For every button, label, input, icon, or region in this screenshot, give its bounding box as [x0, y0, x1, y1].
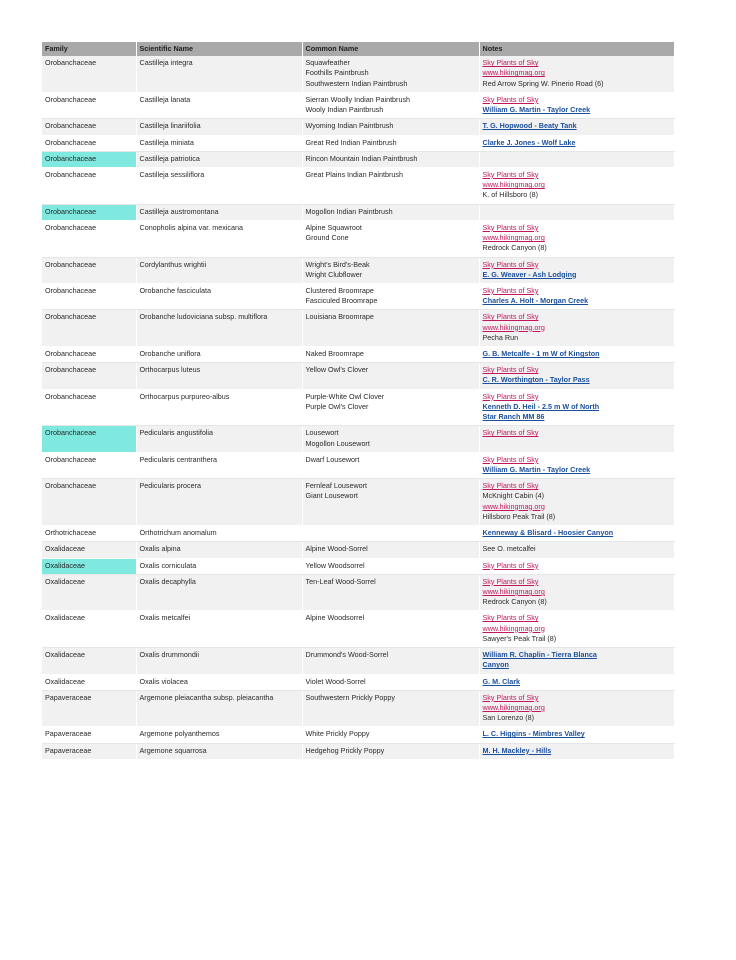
scientific-name-cell: Argemone squarrosa: [136, 743, 302, 759]
family-cell: Orthotrichaceae: [42, 526, 136, 542]
common-name: Clustered Broomrape: [305, 285, 374, 295]
table-row: [42, 363, 674, 389]
note-link[interactable]: Charles A. Holt - Morgan Creek: [482, 296, 589, 306]
family-cell: Orobanchaceae: [42, 257, 136, 283]
note-text: Hillsboro Peak Trail (8): [482, 511, 556, 521]
scientific-name-cell: Argemone polyanthemos: [136, 727, 302, 743]
common-name-cell: [302, 347, 479, 363]
common-name-cell: [302, 310, 479, 347]
note-link[interactable]: Sky Plants of Sky: [482, 365, 539, 375]
note-link[interactable]: Kenneway & Blisard - Hoosier Canyon: [482, 528, 614, 538]
family-cell: Oxalidaceae: [42, 574, 136, 611]
table-row: [42, 727, 674, 743]
scientific-name-cell: Orthocarpus luteus: [136, 363, 302, 389]
table-row: [42, 479, 674, 526]
notes-cell: [479, 611, 674, 648]
notes-cell: [479, 92, 674, 118]
note-link[interactable]: Star Ranch MM 86: [482, 412, 545, 422]
note-link[interactable]: Sky Plants of Sky: [482, 312, 539, 322]
note-link[interactable]: Kenneth D. Heil - 2.5 m W of North: [482, 401, 600, 411]
note-text: K. of Hillsboro (8): [482, 190, 539, 200]
note-link[interactable]: Sky Plants of Sky: [482, 576, 539, 586]
note-text: Redrock Canyon (8): [482, 597, 547, 607]
common-name: Louisiana Broomrape: [305, 312, 374, 322]
common-name: Ten-Leaf Wood-Sorrel: [305, 576, 376, 586]
note-text: McKnight Cabin (4): [482, 491, 545, 501]
family-cell: Orobanchaceae: [42, 283, 136, 309]
table-body: [42, 56, 674, 759]
table-row: [42, 389, 674, 426]
common-name-cell: [302, 452, 479, 478]
note-link[interactable]: Sky Plants of Sky: [482, 613, 539, 623]
common-name: Purple-White Owl Clover: [305, 391, 385, 401]
note-link[interactable]: William R. Chaplin - Tierra Blanca: [482, 650, 597, 660]
common-name-cell: [302, 558, 479, 574]
notes-cell: [479, 526, 674, 542]
scientific-name-cell: Pedicularis centranthera: [136, 452, 302, 478]
note-text: Sawyer's Peak Trail (8): [482, 633, 557, 643]
notes-cell: [479, 648, 674, 674]
note-link[interactable]: Sky Plants of Sky: [482, 391, 539, 401]
common-name-cell: [302, 690, 479, 727]
common-name: Sierran Woolly Indian Paintbrush: [305, 94, 411, 104]
notes-cell: [479, 426, 674, 452]
notes-cell: [479, 151, 674, 167]
note-link[interactable]: www.hikingmag.org: [482, 233, 545, 243]
notes-cell: [479, 674, 674, 690]
note-link[interactable]: Sky Plants of Sky: [482, 169, 539, 179]
common-name: Wooly Indian Paintbrush: [305, 105, 384, 115]
table-row: [42, 574, 674, 611]
table-row: [42, 220, 674, 257]
scientific-name-cell: Oxalis metcalfei: [136, 611, 302, 648]
family-cell: Orobanchaceae: [42, 135, 136, 151]
note-link[interactable]: www.hikingmag.org: [482, 322, 545, 332]
notes-cell: [479, 743, 674, 759]
note-link[interactable]: www.hikingmag.org: [482, 586, 545, 596]
common-name: Wright Clubflower: [305, 269, 363, 279]
common-name-cell: [302, 743, 479, 759]
notes-cell: [479, 727, 674, 743]
common-name: Yellow Woodsorrel: [305, 560, 365, 570]
common-name: Mogollon Lousewort: [305, 438, 370, 448]
notes-cell: [479, 574, 674, 611]
table-row: [42, 558, 674, 574]
notes-cell: [479, 542, 674, 558]
header-common-name: Common Name: [302, 42, 479, 56]
notes-cell: [479, 135, 674, 151]
table-row: [42, 119, 674, 135]
note-link[interactable]: T. G. Hopwood - Beaty Tank: [482, 121, 577, 131]
common-name: Great Red Indian Paintbrush: [305, 137, 397, 147]
scientific-name-cell: Conopholis alpina var. mexicana: [136, 220, 302, 257]
table-row: [42, 283, 674, 309]
family-cell: Orobanchaceae: [42, 119, 136, 135]
common-name-cell: [302, 151, 479, 167]
common-name: Southwestern Indian Paintbrush: [305, 78, 408, 88]
note-link[interactable]: Sky Plants of Sky: [482, 285, 539, 295]
note-link[interactable]: L. C. Higgins - Mimbres Valley: [482, 729, 585, 739]
notes-cell: [479, 257, 674, 283]
family-cell: Oxalidaceae: [42, 674, 136, 690]
table-row: [42, 611, 674, 648]
note-text: San Lorenzo (8): [482, 713, 535, 723]
table-row: [42, 135, 674, 151]
common-name: Wyoming Indian Paintbrush: [305, 121, 394, 131]
scientific-name-cell: Castilleja linariifolia: [136, 119, 302, 135]
note-link[interactable]: E. G. Weaver - Ash Lodging: [482, 269, 577, 279]
table-row: [42, 56, 674, 92]
family-cell: Papaveraceae: [42, 743, 136, 759]
common-name-cell: [302, 574, 479, 611]
family-cell: Orobanchaceae: [42, 56, 136, 92]
note-text: See O. metcalfei: [482, 544, 536, 554]
family-cell: Orobanchaceae: [42, 363, 136, 389]
note-link[interactable]: Sky Plants of Sky: [482, 58, 539, 68]
common-name-cell: [302, 727, 479, 743]
note-link[interactable]: Sky Plants of Sky: [482, 560, 539, 570]
scientific-name-cell: Orthocarpus purpureo-albus: [136, 389, 302, 426]
common-name: Alpine Wood-Sorrel: [305, 544, 368, 554]
table-row: [42, 648, 674, 674]
common-name-cell: [302, 283, 479, 309]
note-link[interactable]: M. H. Mackley - Hills: [482, 745, 552, 755]
family-cell: Oxalidaceae: [42, 542, 136, 558]
family-cell: Orobanchaceae: [42, 389, 136, 426]
common-name-cell: [302, 92, 479, 118]
common-name-cell: [302, 56, 479, 92]
scientific-name-cell: Castilleja patriotica: [136, 151, 302, 167]
common-name: Fasciculed Broomrape: [305, 296, 378, 306]
table-row: [42, 426, 674, 452]
common-name: Alpine Woodsorrel: [305, 613, 365, 623]
table-row: [42, 542, 674, 558]
scientific-name-cell: Oxalis decaphylla: [136, 574, 302, 611]
table-row: [42, 204, 674, 220]
scientific-name-cell: Castilleja lanata: [136, 92, 302, 118]
family-cell: Orobanchaceae: [42, 426, 136, 452]
note-text: Pecha Run: [482, 332, 519, 342]
common-name-cell: [302, 542, 479, 558]
notes-cell: [479, 283, 674, 309]
scientific-name-cell: Oxalis corniculata: [136, 558, 302, 574]
notes-cell: [479, 690, 674, 727]
common-name: Dwarf Lousewort: [305, 454, 360, 464]
note-link[interactable]: G. B. Metcalfe - 1 m W of Kingston: [482, 349, 600, 359]
note-link[interactable]: Sky Plants of Sky: [482, 692, 539, 702]
note-link[interactable]: Sky Plants of Sky: [482, 454, 539, 464]
note-link[interactable]: Canyon: [482, 660, 509, 670]
note-link[interactable]: C. R. Worthington - Taylor Pass: [482, 375, 590, 385]
common-name-cell: [302, 204, 479, 220]
note-text: Redrock Canyon (8): [482, 243, 547, 253]
notes-cell: [479, 204, 674, 220]
common-name-cell: [302, 363, 479, 389]
note-link[interactable]: www.hikingmag.org: [482, 68, 545, 78]
table-header-row: [42, 42, 674, 56]
scientific-name-cell: Orobanche ludoviciana subsp. multiflora: [136, 310, 302, 347]
note-link[interactable]: Sky Plants of Sky: [482, 94, 539, 104]
scientific-name-cell: Orthotrichum anomalum: [136, 526, 302, 542]
common-name: Great Plains Indian Paintbrush: [305, 169, 403, 179]
note-link[interactable]: William G. Martin - Taylor Creek: [482, 105, 591, 115]
table-row: [42, 690, 674, 727]
family-cell: Oxalidaceae: [42, 648, 136, 674]
common-name: Foothills Paintbrush: [305, 68, 369, 78]
scientific-name-cell: Pedicularis angustifolia: [136, 426, 302, 452]
common-name: Southwestern Prickly Poppy: [305, 692, 395, 702]
common-name-cell: [302, 611, 479, 648]
table-row: [42, 674, 674, 690]
notes-cell: [479, 119, 674, 135]
notes-cell: [479, 363, 674, 389]
common-name: Lousewort: [305, 428, 339, 438]
scientific-name-cell: Oxalis alpina: [136, 542, 302, 558]
scientific-name-cell: Pedicularis procera: [136, 479, 302, 526]
note-link[interactable]: www.hikingmag.org: [482, 702, 545, 712]
table-row: [42, 151, 674, 167]
family-cell: Orobanchaceae: [42, 310, 136, 347]
note-link[interactable]: www.hikingmag.org: [482, 501, 545, 511]
note-link[interactable]: www.hikingmag.org: [482, 180, 545, 190]
table-row: [42, 347, 674, 363]
table-row: [42, 92, 674, 118]
common-name: Yellow Owl's Clover: [305, 365, 369, 375]
note-link[interactable]: Clarke J. Jones - Wolf Lake: [482, 137, 576, 147]
table-row: [42, 257, 674, 283]
common-name-cell: [302, 257, 479, 283]
note-link[interactable]: Sky Plants of Sky: [482, 481, 539, 491]
note-link[interactable]: www.hikingmag.org: [482, 623, 545, 633]
note-link[interactable]: Sky Plants of Sky: [482, 428, 539, 438]
common-name-cell: [302, 220, 479, 257]
note-link[interactable]: Sky Plants of Sky: [482, 222, 539, 232]
common-name-cell: [302, 648, 479, 674]
common-name-cell: [302, 167, 479, 204]
common-name: Violet Wood-Sorrel: [305, 676, 366, 686]
notes-cell: [479, 479, 674, 526]
notes-cell: [479, 347, 674, 363]
family-cell: Orobanchaceae: [42, 452, 136, 478]
common-name: Squawfeather: [305, 58, 350, 68]
common-name: Fernleaf Lousewort: [305, 481, 368, 491]
family-cell: Orobanchaceae: [42, 92, 136, 118]
header-scientific-name: Scientific Name: [136, 42, 302, 56]
family-cell: Orobanchaceae: [42, 220, 136, 257]
table-row: [42, 526, 674, 542]
note-link[interactable]: William G. Martin - Taylor Creek: [482, 465, 591, 474]
scientific-name-cell: Castilleja miniata: [136, 135, 302, 151]
header-notes: Notes: [479, 42, 674, 56]
notes-cell: [479, 220, 674, 257]
table-row: [42, 310, 674, 347]
family-cell: Papaveraceae: [42, 690, 136, 727]
common-name: Hedgehog Prickly Poppy: [305, 745, 385, 755]
notes-cell: [479, 167, 674, 204]
family-cell: Papaveraceae: [42, 727, 136, 743]
notes-cell: [479, 452, 674, 478]
family-cell: Orobanchaceae: [42, 204, 136, 220]
family-cell: Oxalidaceae: [42, 558, 136, 574]
notes-cell: [479, 558, 674, 574]
common-name-cell: [302, 479, 479, 526]
notes-cell: [479, 310, 674, 347]
table-row: [42, 452, 674, 478]
common-name: Alpine Squawroot: [305, 222, 362, 232]
common-name: Ground Cone: [305, 233, 349, 243]
scientific-name-cell: Castilleja sessiliflora: [136, 167, 302, 204]
scientific-name-cell: Argemone pleiacantha subsp. pleiacantha: [136, 690, 302, 727]
scientific-name-cell: Orobanche fasciculata: [136, 283, 302, 309]
notes-cell: [479, 56, 674, 92]
common-name-cell: [302, 389, 479, 426]
family-cell: Orobanchaceae: [42, 347, 136, 363]
plant-species-table: [42, 42, 675, 760]
scientific-name-cell: Cordylanthus wrightii: [136, 257, 302, 283]
common-name-cell: [302, 674, 479, 690]
common-name: Wright's Bird's-Beak: [305, 259, 370, 269]
family-cell: Oxalidaceae: [42, 611, 136, 648]
family-cell: Orobanchaceae: [42, 151, 136, 167]
header-family: Family: [42, 42, 136, 56]
scientific-name-cell: Oxalis violacea: [136, 674, 302, 690]
note-link[interactable]: Sky Plants of Sky: [482, 259, 539, 269]
scientific-name-cell: Oxalis drummondii: [136, 648, 302, 674]
common-name: Giant Lousewort: [305, 491, 358, 501]
scientific-name-cell: Castilleja austromontana: [136, 204, 302, 220]
common-name: Naked Broomrape: [305, 349, 364, 359]
common-name-cell: [302, 135, 479, 151]
common-name: Drummond's Wood-Sorrel: [305, 650, 389, 660]
common-name-cell: [302, 426, 479, 452]
common-name-cell: [302, 119, 479, 135]
common-name: Rincon Mountain Indian Paintbrush: [305, 153, 418, 163]
common-name: Purple Owl's Clover: [305, 401, 369, 411]
common-name-cell: [302, 526, 479, 542]
scientific-name-cell: Castilleja integra: [136, 56, 302, 92]
note-link[interactable]: G. M. Clark: [482, 676, 521, 686]
table-row: [42, 167, 674, 204]
scientific-name-cell: Orobanche uniflora: [136, 347, 302, 363]
common-name: Mogollon Indian Paintbrush: [305, 206, 393, 216]
note-text: Red Arrow Spring W. Pinerio Road (6): [482, 78, 604, 88]
family-cell: Orobanchaceae: [42, 479, 136, 526]
table-row: [42, 743, 674, 759]
notes-cell: [479, 389, 674, 426]
family-cell: Orobanchaceae: [42, 167, 136, 204]
common-name: White Prickly Poppy: [305, 729, 370, 739]
